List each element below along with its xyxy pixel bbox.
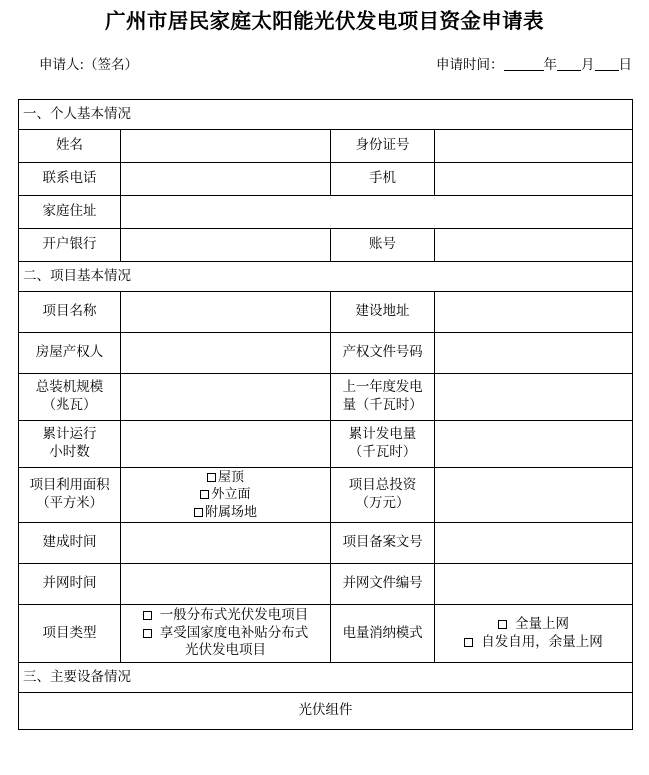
- field-cumulative-generation[interactable]: [435, 421, 633, 468]
- field-home-address[interactable]: [121, 196, 633, 229]
- checkbox-label-rooftop: 屋顶: [217, 470, 244, 486]
- label-total-investment-line2: （万元）: [355, 495, 410, 511]
- field-construction-address[interactable]: [435, 292, 633, 333]
- date-year-blank[interactable]: [504, 70, 544, 71]
- label-project-type: 项目类型: [19, 605, 121, 663]
- checkbox-row-general-distributed[interactable]: [123, 607, 328, 625]
- label-project-area-line1: 项目利用面积: [29, 477, 110, 494]
- label-cumulative-generation-line1: 累计发电量: [348, 426, 417, 443]
- checkbox-row-full-grid-feed[interactable]: [437, 616, 630, 634]
- page-title: 广州市居民家庭太阳能光伏发电项目资金申请表: [105, 9, 544, 33]
- table-row: [19, 333, 633, 374]
- checkbox-label-general-distributed: 一般分布式光伏发电项目: [159, 606, 309, 623]
- field-contact-phone[interactable]: [121, 163, 331, 196]
- label-completion-date: 建成时间: [19, 523, 121, 564]
- field-grid-connection-date[interactable]: [121, 564, 331, 605]
- label-project-filing-number: 项目备案文号: [331, 523, 435, 564]
- label-cumulative-hours: [19, 421, 121, 468]
- label-installed-capacity-line1: 总装机规模: [35, 379, 104, 396]
- field-total-investment[interactable]: [435, 468, 633, 523]
- label-cumulative-generation-line2: （千瓦时）: [348, 444, 417, 460]
- application-form-table: [18, 99, 633, 730]
- checkbox-label-ancillary-site: 附属场地: [204, 504, 257, 520]
- label-account-number: 账号: [331, 229, 435, 262]
- label-contact-phone: 联系电话: [19, 163, 121, 196]
- checkbox-label-self-use-surplus: 自发自用，余量上网: [481, 633, 603, 650]
- label-bank-name: 开户银行: [19, 229, 121, 262]
- application-date-field: [436, 52, 632, 78]
- checkbox-row-ancillary-site[interactable]: [123, 504, 328, 521]
- checkbox-icon[interactable]: [207, 473, 216, 482]
- label-project-area-line2: （平方米）: [36, 495, 103, 511]
- field-property-document-number[interactable]: [435, 333, 633, 374]
- checkbox-icon[interactable]: [464, 638, 473, 647]
- checkbox-icon[interactable]: [194, 508, 203, 517]
- field-mobile[interactable]: [435, 163, 633, 196]
- label-home-address: 家庭住址: [19, 196, 121, 229]
- label-total-investment-line1: 项目总投资: [348, 477, 417, 494]
- section-heading-equipment: 三、主要设备情况: [19, 663, 633, 693]
- checkbox-icon[interactable]: [143, 629, 152, 638]
- label-last-year-generation-line2: 量（千瓦时）: [342, 397, 423, 413]
- table-row: [19, 564, 633, 605]
- checkbox-icon[interactable]: [498, 620, 507, 629]
- table-row: [19, 229, 633, 262]
- label-name: 姓名: [19, 130, 121, 163]
- label-consumption-mode: 电量消纳模式: [331, 605, 435, 663]
- label-id-number: 身份证号: [331, 130, 435, 163]
- checkbox-row-rooftop[interactable]: [123, 469, 328, 486]
- label-pv-module: 光伏组件: [19, 693, 633, 730]
- table-row: [19, 468, 633, 523]
- field-id-number[interactable]: [435, 130, 633, 163]
- date-month-blank[interactable]: [557, 70, 581, 71]
- label-construction-address: 建设地址: [331, 292, 435, 333]
- checkbox-label-full-grid-feed: 全量上网: [515, 615, 569, 632]
- table-row: [19, 292, 633, 333]
- label-property-owner: 房屋产权人: [19, 333, 121, 374]
- field-project-name[interactable]: [121, 292, 331, 333]
- section-header-row-project: [19, 262, 633, 292]
- table-row: [19, 196, 633, 229]
- table-row: [19, 130, 633, 163]
- field-consumption-mode-options: [435, 605, 633, 663]
- label-mobile: 手机: [331, 163, 435, 196]
- label-property-document-number: 产权文件号码: [331, 333, 435, 374]
- table-row: [19, 374, 633, 421]
- field-last-year-generation[interactable]: [435, 374, 633, 421]
- section-heading-project: 二、项目基本情况: [19, 262, 633, 292]
- label-installed-capacity: [19, 374, 121, 421]
- field-cumulative-hours[interactable]: [121, 421, 331, 468]
- label-cumulative-hours-line1: 累计运行: [42, 426, 97, 443]
- field-name[interactable]: [121, 130, 331, 163]
- date-day-unit: 日: [618, 56, 632, 73]
- label-grid-connection-date: 并网时间: [19, 564, 121, 605]
- checkbox-row-self-use-surplus[interactable]: [437, 634, 630, 652]
- field-project-area-options: [121, 468, 331, 523]
- table-row: [19, 163, 633, 196]
- field-grid-document-number[interactable]: [435, 564, 633, 605]
- checkbox-icon[interactable]: [143, 611, 152, 620]
- date-year-unit: 年: [543, 56, 557, 73]
- date-month-unit: 月: [581, 56, 595, 73]
- date-day-blank[interactable]: [595, 70, 619, 71]
- applicant-meta-row: [0, 52, 649, 78]
- label-cumulative-hours-line2: 小时数: [49, 444, 90, 460]
- table-row: [19, 421, 633, 468]
- table-row: [19, 605, 633, 663]
- applicant-signature-label: 申请人:（签名）: [39, 56, 139, 73]
- checkbox-label-subsidized-distributed-cont: 光伏发电项目: [185, 642, 266, 659]
- label-total-investment: [331, 468, 435, 523]
- field-completion-date[interactable]: [121, 523, 331, 564]
- table-row: [19, 693, 633, 730]
- checkbox-row-facade[interactable]: [123, 486, 328, 503]
- field-property-owner[interactable]: [121, 333, 331, 374]
- label-cumulative-generation: [331, 421, 435, 468]
- label-last-year-generation: [331, 374, 435, 421]
- application-date-label: 申请时间：: [436, 56, 504, 73]
- label-project-area: [19, 468, 121, 523]
- checkbox-label-facade: 外立面: [211, 487, 251, 503]
- field-project-filing-number[interactable]: [435, 523, 633, 564]
- label-grid-document-number: 并网文件编号: [331, 564, 435, 605]
- field-account-number[interactable]: [435, 229, 633, 262]
- table-row: [19, 523, 633, 564]
- checkbox-icon[interactable]: [200, 490, 209, 499]
- section-header-row-personal: [19, 100, 633, 130]
- checkbox-row-subsidized-distributed[interactable]: [123, 625, 328, 643]
- label-project-name: 项目名称: [19, 292, 121, 333]
- section-header-row-equipment: [19, 663, 633, 693]
- field-project-type-options: [121, 605, 331, 663]
- label-last-year-generation-line1: 上一年度发电: [342, 379, 423, 396]
- field-installed-capacity[interactable]: [121, 374, 331, 421]
- field-bank-name[interactable]: [121, 229, 331, 262]
- label-installed-capacity-line2: （兆瓦）: [42, 397, 97, 413]
- checkbox-label-subsidized-distributed: 享受国家度电补贴分布式: [159, 624, 309, 641]
- section-heading-personal: 一、个人基本情况: [19, 100, 633, 130]
